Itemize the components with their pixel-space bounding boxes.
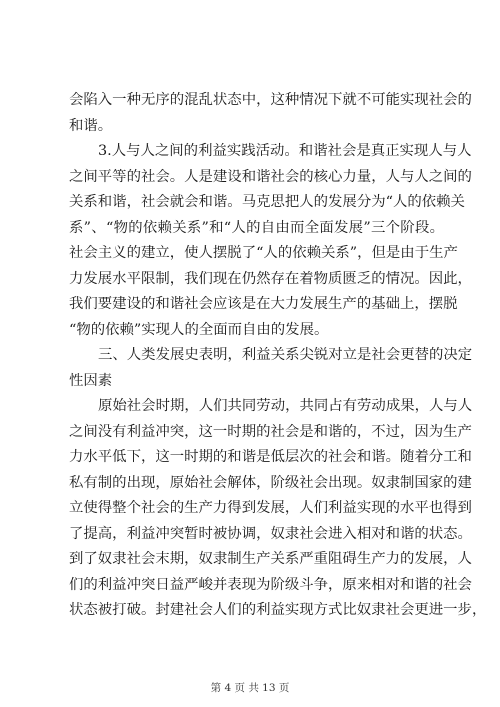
- text-line: 们的利益冲突日益严峻并表现为阶级斗争，原来相对和谐的社会: [69, 576, 472, 593]
- text-line: 和谐。: [69, 117, 113, 134]
- text-line: 力水平低下，这一时期的和谐是低层次的社会和谐。随着分工和: [69, 449, 472, 465]
- text-line: 之间平等的社会。人是建设和谐社会的核心力量，人与人之间的: [69, 168, 472, 185]
- text-line: 力发展水平限制，我们现在仍然存在着物质匮乏的情况。因此，: [69, 270, 472, 287]
- text-line: 系”、“物的依赖关系”和“人的自由而全面发展”三个阶段。: [69, 219, 444, 236]
- text-line: 我们要建设的和谐社会应该是在大力发展生产的基础上，摆脱: [69, 296, 458, 312]
- text-line: 关系和谐，社会就会和谐。马克思把人的发展分为“人的依赖关: [69, 194, 465, 210]
- text-line: 私有制的出现，原始社会解体，阶级社会出现。奴隶制国家的建: [69, 474, 472, 491]
- body-text: [69, 88, 487, 624]
- text-line: 会陷入一种无序的混乱状态中，这种情况下就不可能实现社会的: [69, 92, 472, 108]
- text-line: “物的依赖”实现人的全面而自由的发展。: [69, 321, 329, 338]
- text-line: 了提高，利益冲突暂时被协调，奴隶社会进入相对和谐的状态。: [69, 525, 472, 542]
- page-number-label: 第 4 页 共 13 页: [210, 682, 290, 694]
- section-heading-line: 性因素: [69, 372, 113, 389]
- section-heading-line: 三、人类发展史表明，利益关系尖锐对立是社会更替的决定: [98, 347, 473, 363]
- text-line: 社会主义的建立，使人摆脱了“人的依赖关系”，但是由于生产: [69, 245, 458, 261]
- text-line: 立使得整个社会的生产力得到发展，人们利益实现的水平也得到: [69, 500, 472, 516]
- text-line: 之间没有利益冲突，这一时期的社会是和谐的，不过，因为生产: [69, 423, 472, 440]
- text-line: 原始社会时期，人们共同劳动，共同占有劳动成果，人与人: [98, 398, 473, 414]
- text-line: 到了奴隶社会末期，奴隶制生产关系严重阻碍生产力的发展，人: [69, 551, 472, 567]
- text-line: 状态被打破。封建社会人们的利益实现方式比奴隶社会更进一步，: [69, 602, 487, 618]
- page-footer: [0, 681, 500, 695]
- text-line: 3.人与人之间的利益实践活动。和谐社会是真正实现人与人: [98, 143, 472, 159]
